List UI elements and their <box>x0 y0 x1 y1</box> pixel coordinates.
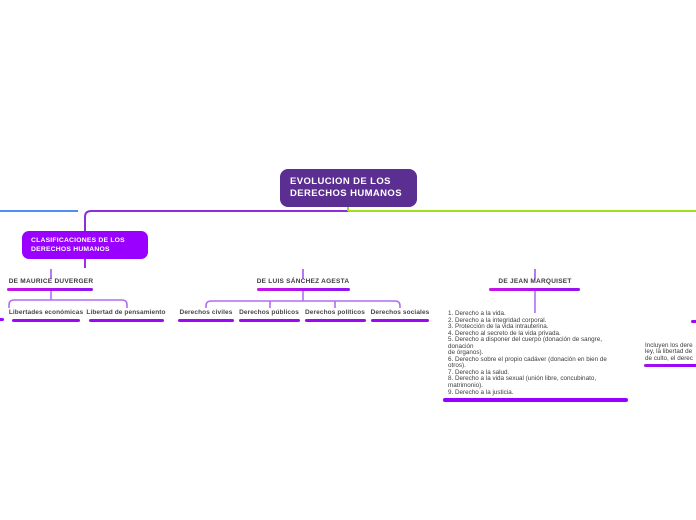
underline-jean-marquiset <box>489 288 580 291</box>
node-derechos-politicos[interactable]: Derechos políticos <box>305 309 365 316</box>
underline-clipped-right-text <box>644 364 696 367</box>
underline-libertad-de-pensamiento <box>89 319 164 322</box>
underline-derechos-publicos <box>239 319 300 322</box>
agesta-rail <box>206 301 400 308</box>
node-marquiset-list[interactable] <box>448 311 607 396</box>
text-line: 2. Derecho a la integridad corporal. <box>448 316 547 324</box>
text-line: otros). <box>448 362 466 370</box>
text-line: 7. Derecho a la salud. <box>448 368 510 376</box>
text-line: CLASIFICACIONES DE LOS <box>31 237 125 244</box>
text-line: DERECHOS HUMANOS <box>31 246 110 253</box>
duverger-rail <box>9 300 127 308</box>
text-line: 1. Derecho a la vida. <box>448 310 506 317</box>
text-line: Incluyen los dere <box>645 342 693 349</box>
text-line: 9. Derecho a la justicia. <box>448 388 514 396</box>
root-node-evolucion[interactable] <box>280 169 417 207</box>
clipped-underline-left-edge <box>0 318 4 321</box>
agesta-mid-stubs <box>270 301 335 308</box>
text-line: 8. Derecho a la vida sexual (unión libre, concubinato, <box>448 375 597 383</box>
underline-derechos-politicos <box>305 319 366 322</box>
text-line: de culto, el derec <box>645 354 693 362</box>
branch-line-purple <box>85 211 348 231</box>
node-derechos-publicos[interactable]: Derechos públicos <box>239 309 299 316</box>
node-jean-marquiset[interactable]: DE JEAN MARQUISET <box>498 278 572 285</box>
text-line: matrimonio). <box>448 382 483 390</box>
node-libertad-de-pensamiento[interactable]: Libertad de pensamiento <box>86 309 166 316</box>
text-line: ley, la libertad de <box>645 348 693 356</box>
underline-maurice-duverger <box>7 288 93 291</box>
node-derechos-civiles[interactable]: Derechos civiles <box>179 309 233 316</box>
node-luis-sanchez-agesta[interactable]: DE LUIS SÁNCHEZ AGESTA <box>256 278 350 285</box>
text-line: DERECHOS HUMANOS <box>290 188 402 199</box>
node-derechos-sociales[interactable]: Derechos sociales <box>370 309 430 316</box>
text-line: EVOLUCION DE LOS <box>290 176 391 187</box>
underline-derechos-civiles <box>178 319 234 322</box>
text-line: 4. Derecho al secreto de la vida privada. <box>448 329 561 337</box>
underline-libertades-economicas <box>12 319 80 322</box>
clipped-underline-right-edge <box>691 320 696 323</box>
node-maurice-duverger[interactable]: DE MAURICE DUVERGER <box>8 278 94 285</box>
underline-marquiset-list <box>443 398 628 402</box>
node-clasificaciones[interactable] <box>22 231 148 259</box>
text-line: de órganos). <box>448 349 484 357</box>
underline-luis-sanchez-agesta <box>257 288 350 291</box>
text-line: 5. Derecho a disponer del cuerpo (donación de sangre, <box>448 336 603 344</box>
text-line: 3. Protección de la vida intrauterina. <box>448 323 549 331</box>
underline-derechos-sociales <box>371 319 429 322</box>
node-libertades-economicas[interactable]: Libertades económicas <box>8 309 84 316</box>
text-line: 6. Derecho sobre el propio cadáver (donación en bien de <box>448 355 607 363</box>
node-clipped-right-text[interactable] <box>645 343 693 362</box>
text-line: donación <box>448 342 474 350</box>
